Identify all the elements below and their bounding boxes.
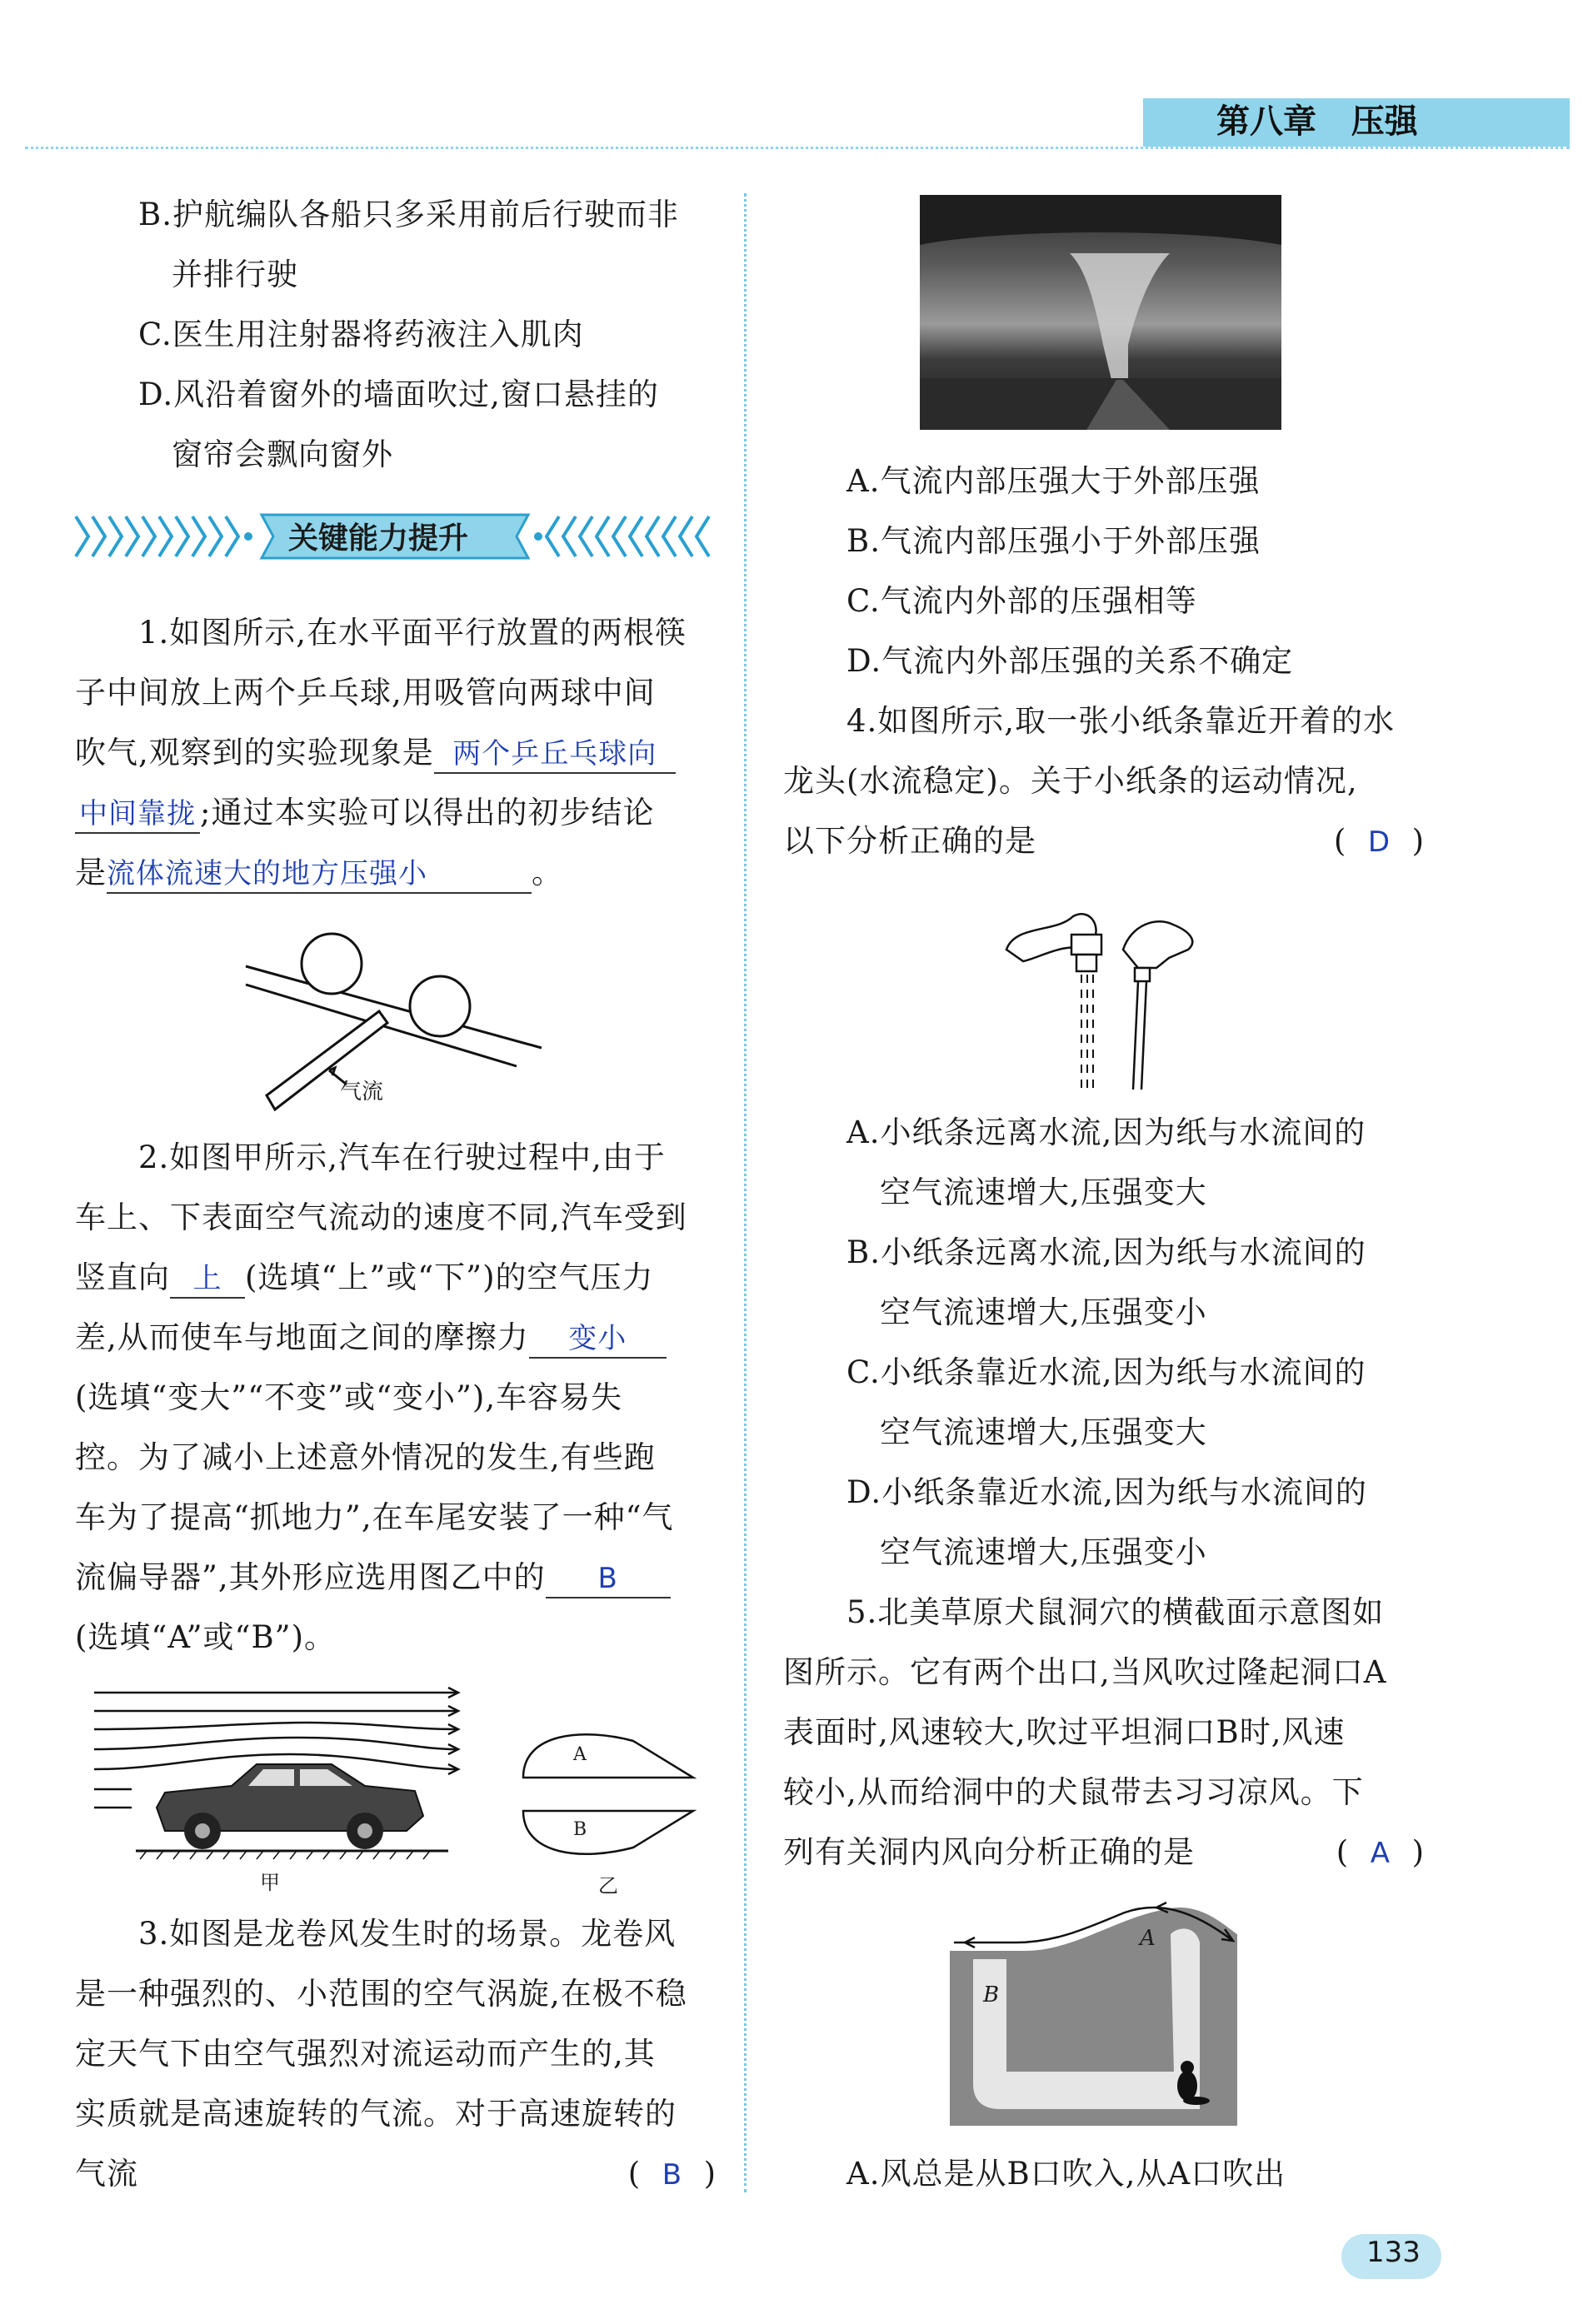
q3-line2: 是一种强烈的、小范围的空气涡旋,在极不稳 [75,1976,687,2012]
q2-line3a: 竖直向 [75,1259,170,1295]
q3-option-a: A.气流内部压强大于外部压强 [846,463,1261,499]
q4-option-c-line1: C.小纸条靠近水流,因为纸与水流间的 [846,1354,1366,1390]
q1-line5-end: 。 [532,855,563,890]
q2-line8 [75,1548,671,1608]
tornado-photo [920,195,1281,430]
q1-line1: 1.如图所示,在水平面平行放置的两根筷 [138,615,687,651]
q2-line1: 2.如图甲所示,汽车在行驶过程中,由于 [138,1140,666,1175]
q2-answer2: 变小 [529,1320,667,1359]
tornado-graphic [920,195,1281,430]
prev-option-d-line1: D.风沿着窗外的墙面吹过,窗口悬挂的 [138,377,659,412]
header-divider [25,147,1570,149]
q3-option-b: B.气流内部压强小于外部压强 [846,523,1261,559]
figure-yi-label: 乙 [598,1874,618,1898]
q2-answer3: B [546,1560,671,1598]
q5-line4: 较小,从而给洞中的犬鼠带去习习凉风。下 [783,1774,1364,1810]
q3-option-d: D.气流内外部压强的关系不确定 [846,643,1294,679]
q4-option-b-line1: B.小纸条远离水流,因为纸与水流间的 [846,1234,1366,1270]
wing-shapes-figure [517,1724,700,1866]
q5-line5-text: 列有关洞内风向分析正确的是 [783,1834,1195,1870]
q2-line2: 车上、下表面空气流动的速度不同,汽车受到 [75,1199,687,1235]
q5-line1: 5.北美草原犬鼠洞穴的横截面示意图如 [846,1594,1385,1630]
q2-line7: 车为了提高“抓地力”,在车尾安装了一种“气 [75,1499,674,1535]
q2-answer1: 上 [170,1260,245,1299]
q5-line2: 图所示。它有两个出口,当风吹过隆起洞口A [783,1654,1387,1690]
q4-line1: 4.如图所示,取一张小纸条靠近开着的水 [846,703,1396,739]
q5-answer: A [1370,1837,1391,1870]
chapter-topic: 压强 [1351,102,1418,141]
q4-line2: 龙头(水流稳定)。关于小纸条的运动情况, [783,763,1358,799]
q1-answer1a: 两个乒丘乓球向 [434,736,676,774]
q1-line2: 子中间放上两个乒乓球,用吸管向两球中间 [75,675,656,711]
q3-answer: B [662,2158,683,2192]
prev-option-d-line2: 窗帘会飘向窗外 [172,436,393,472]
q5-paren-left: ( [1336,1834,1350,1870]
figure-jia-label: 甲 [260,1871,280,1894]
q4-answer: D [1367,825,1391,859]
q2-line3b: (选填“上”或“下”)的空气压力 [245,1259,654,1295]
q1-line4 [75,783,654,843]
chapter-number: 第八章 [1216,102,1316,141]
q4-paren-right: ) [1411,823,1425,859]
q5-line3: 表面时,风速较大,吹过平坦洞口B时,风速 [783,1714,1346,1750]
q4-line3 [783,811,1425,871]
q3-line5-text: 气流 [75,2156,138,2192]
q1-line4-text: ;通过本实验可以得出的初步结论 [200,795,655,830]
q3-paren-left: ( [627,2156,642,2192]
q2-line5: (选填“变大”“不变”或“变小”),车容易失 [75,1379,623,1415]
q4-option-d-line2: 空气流速增大,压强变小 [880,1534,1207,1570]
burrow-label-b: B [983,1982,1000,2007]
prev-option-b-line2: 并排行驶 [172,257,298,292]
q4-option-c-line2: 空气流速增大,压强变大 [880,1414,1207,1450]
q4-option-d-line1: D.小纸条靠近水流,因为纸与水流间的 [846,1474,1367,1510]
page-number: 133 [1366,2236,1421,2269]
car-airflow-figure [90,1683,473,1866]
q5-paren-right: ) [1411,1834,1425,1870]
airflow-label: 气流 [340,1080,384,1105]
faucet-figure [998,891,1206,1091]
q2-line3 [75,1248,654,1308]
q2-line8-text: 流偏导器”,其外形应选用图乙中的 [75,1559,546,1595]
q3-line5 [75,2144,717,2204]
q3-line4: 实质就是高速旋转的气流。对于高速旋转的 [75,2096,677,2132]
q3-line3: 定天气下由空气强烈对流运动而产生的,其 [75,2036,656,2072]
prev-option-b-line1: B.护航编队各船只多采用前后行驶而非 [138,197,679,232]
q4-option-a-line1: A.小纸条远离水流,因为纸与水流间的 [846,1115,1366,1150]
q2-line4-text: 差,从而使车与地面之间的摩擦力 [75,1319,529,1355]
q5-line5 [783,1823,1425,1883]
q4-option-a-line2: 空气流速增大,压强变大 [880,1174,1207,1210]
wing-b-label: B [573,1819,587,1840]
q1-line5-text: 是 [75,855,107,890]
q1-answer1b: 中间靠拢 [75,795,200,834]
q5-option-a: A.风总是从B口吹入,从A口吹出 [846,2156,1286,2192]
q3-answer-bracket [628,2144,717,2205]
q4-answer-bracket [1334,811,1425,872]
q2-line9: (选填“A”或“B”)。 [75,1619,337,1655]
wing-a-label: A [573,1744,587,1765]
q4-line3-text: 以下分析正确的是 [783,823,1036,859]
q5-answer-bracket [1336,1823,1425,1883]
chapter-header [1216,95,1418,142]
q3-option-c: C.气流内外部的压强相等 [846,583,1197,619]
q4-option-b-line2: 空气流速增大,压强变小 [880,1294,1207,1330]
ping-pong-figure [242,925,558,1116]
section-title: 关键能力提升 [288,521,469,556]
q3-line1: 3.如图是龙卷风发生时的场景。龙卷风 [138,1916,677,1952]
q1-line3 [75,723,676,783]
q1-answer2: 流体流速大的地方压强小 [107,855,532,894]
q1-line5 [75,843,563,903]
q2-line6: 控。为了减小上述意外情况的发生,有些跑 [75,1439,656,1475]
prev-option-c: C.医生用注射器将药液注入肌肉 [138,317,584,352]
burrow-label-a: A [1140,1926,1156,1951]
q2-line4 [75,1308,667,1368]
column-divider [744,193,747,2192]
q1-line3-text: 吹气,观察到的实验现象是 [75,735,434,771]
q4-paren-left: ( [1333,823,1347,859]
q3-paren-right: ) [703,2156,717,2192]
burrow-figure [950,1901,1250,2126]
